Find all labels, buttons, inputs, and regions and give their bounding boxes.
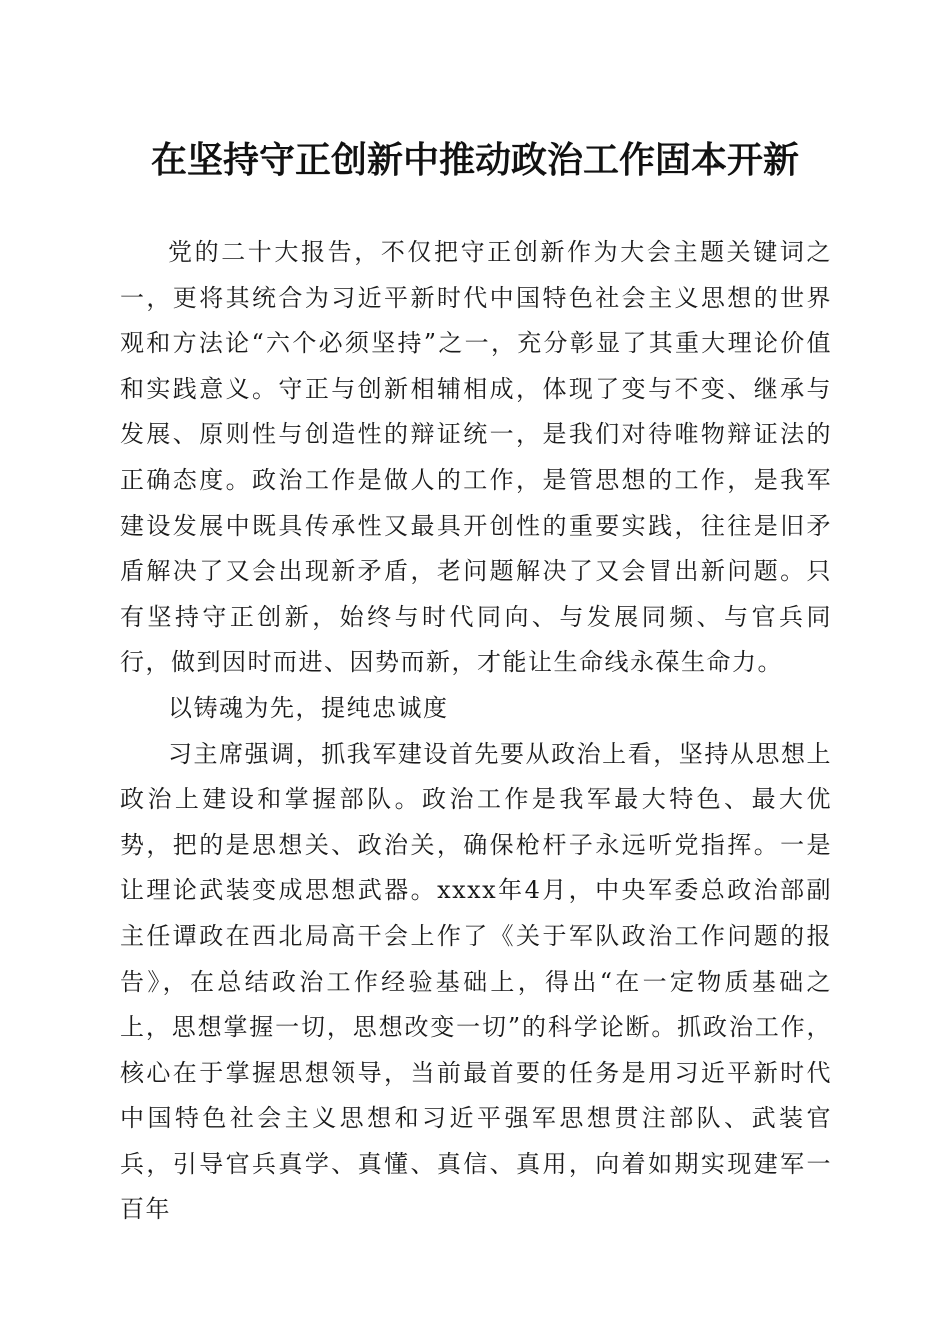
paragraph-section-1: 习主席强调，抓我军建设首先要从政治上看，坚持从思想上政治上建设和掌握部队。政治工作是我军最大特色、最大优势，把的是思想关、政治关，确保枪杆子永远听党指挥。一是让理论武装变成思想武器。xxxx年4月，中央军委总政治部副主任谭政在西北局高干会上作了《关于军队政治工作问题的报告》，在总结政治工作经验基础上，得出“在一定物质基础之上，思想掌握一切，思想改变一切”的科学论断。抓政治工作，核心在于掌握思想领导，当前最首要的任务是用习近平新时代中国特色社会主义思想和习近平强军思想贯注部队、武装官兵，引导官兵真学、真懂、真信、真用，向着如期实现建军一百年 [120,739,832,1224]
document-title: 在坚持守正创新中推动政治工作固本开新 [150,139,799,181]
paragraph-intro: 党的二十大报告，不仅把守正创新作为大会主题关键词之一，更将其统合为习近平新时代中国特色社会主义思想的世界观和方法论“六个必须坚持”之一，充分彰显了其重大理论价值和实践意义。守正与创新相辅相成，体现了变与不变、继承与发展、原则性与创造性的辩证统一，是我们对待唯物辩证法的正确态度。政治工作是做人的工作，是管思想的工作，是我军建设发展中既具传承性又最具开创性的重要实践，往往是旧矛盾解决了又会出现新矛盾，老问题解决了又会冒出新问题。只有坚持守正创新，始终与时代同向、与发展同频、与官兵同行，做到因时而进、因势而新，才能让生命线永葆生命力。 [120,238,832,677]
section-heading: 以铸魂为先，提纯忠诚度 [168,693,449,722]
document-body [120,230,832,1233]
